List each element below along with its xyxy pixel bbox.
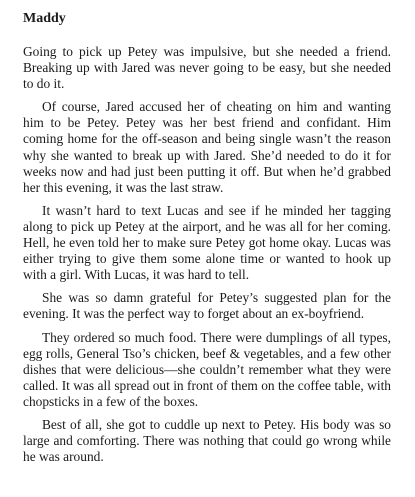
paragraph-5: They ordered so much food. There were dumplings of all types, egg rolls, General Tso’s chicken, beef & vegetables, and a few other dishes that were delicious—she couldn’t remember what they were called. It was all spread out in front of them on the coffee table, with chopsticks in a few of the boxes. xyxy=(23,329,391,409)
paragraph-4: She was so damn grateful for Petey’s suggested plan for the evening. It was the perfect way to forget about an ex-boyfriend. xyxy=(23,290,391,322)
paragraph-3: It wasn’t hard to text Lucas and see if he minded her tagging along to pick up Petey at the airport, and he was all for her coming. Hell, he even told her to make sure Petey got home okay. Lucas was either trying to give them some alone time or wanted to hook up with a girl. With Lucas, it was hard to tell. xyxy=(23,202,391,283)
paragraph-6: Best of all, she got to cuddle up next to Petey. His body was so large and comforting. There was nothing that could go wrong while he was around. xyxy=(23,416,391,465)
paragraph-1: Going to pick up Petey was impulsive, but she needed a friend. Breaking up with Jared was never going to be easy, but she needed to do it. xyxy=(23,44,391,92)
chapter-heading: Maddy xyxy=(23,11,66,26)
paragraph-2: Of course, Jared accused her of cheating on him and wanting him to be Petey. Petey was her best friend and confidant. Him coming home for the off-season and being single wasn’t the reason why she wanted to break up with Jared. She’d needed to do it for weeks now and had just been putting it off. But when he’d grabbed her this evening, it was the last straw. xyxy=(23,99,391,195)
